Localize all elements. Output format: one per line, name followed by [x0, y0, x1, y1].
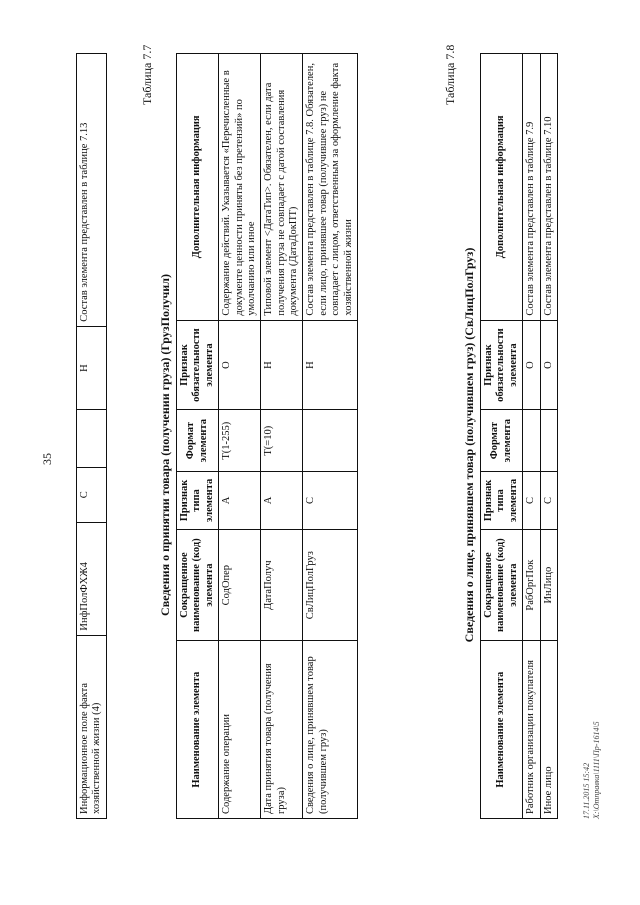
- table-header-row: [177, 54, 219, 819]
- table-heading-7-8: Сведения о лице, принявшем товар (получившем груз) (СвЛицПолГруз): [462, 247, 476, 643]
- table-header-row: [481, 54, 523, 819]
- table-cell-required: Н: [261, 320, 303, 410]
- table-caption-7-8: Таблица 7.8: [443, 44, 457, 105]
- footer-stamp: [582, 721, 601, 819]
- table-cell-code: ИнфПолФХЖ4: [77, 522, 107, 635]
- table-cell-format: Т(1-255): [219, 410, 261, 471]
- table-cell-name: Содержание операции: [219, 641, 261, 819]
- table-cell-type: А: [261, 471, 303, 529]
- column-header: Признак типа элемента: [481, 471, 523, 529]
- table-cell-info: Типовой элемент <ДатаТип>. Обязателен, если дата получения груза не совпадает с датой составления документа (ДатаДокПТ): [261, 54, 303, 321]
- table-cell-type: С: [523, 471, 540, 529]
- column-header: Признак обязательности элемента: [177, 320, 219, 410]
- table-cell-type: С: [303, 471, 358, 529]
- table-cell-name: Работник организации покупателя: [523, 641, 540, 819]
- table-cell-required: О: [523, 320, 540, 410]
- table-cell-name: Сведения о лице, принявшем товар (получившем груз): [303, 641, 358, 819]
- table-cell-format: [523, 410, 540, 471]
- table-cell-required: О: [540, 320, 557, 410]
- table-cell-type: С: [77, 467, 107, 522]
- table-cell-format: [303, 410, 358, 471]
- table-cell-type: А: [219, 471, 261, 529]
- table-cell-required: Н: [303, 320, 358, 410]
- table-row: [219, 54, 261, 819]
- table-cell-name: Иное лицо: [540, 641, 557, 819]
- footer-line: 17.11.2015 15:42: [582, 762, 591, 819]
- table-cell-info: Содержание действий. Указывается «Перечисленные в документе ценности приняты без претензий» по умолчанию или иное: [219, 54, 261, 321]
- table-heading-7-7: Сведения о принятии товара (получении груза) (ГрузПолучил): [158, 274, 172, 616]
- table-7-7: [176, 53, 358, 819]
- footer-line: X:\Отправка\1111\Пр-1614\5: [591, 721, 601, 819]
- table-row: [77, 54, 107, 819]
- table-cell-type: С: [540, 471, 557, 529]
- table-cell-info: Состав элемента представлен в таблице 7.8. Обязателен, если лицо, принявшее товар (получившее груз) не совпадает с лицом, ответственным за оформление факта хозяйственной жизни: [303, 54, 358, 321]
- page-number: 35: [40, 453, 54, 465]
- table-cell-code: СодОпер: [219, 529, 261, 640]
- table-row: [303, 54, 358, 819]
- column-header: Сокращенное наименование (код) элемента: [481, 529, 523, 640]
- column-header: Формат элемента: [177, 410, 219, 471]
- table-row: [540, 54, 557, 819]
- table-row: [261, 54, 303, 819]
- column-header: Дополнительная информация: [481, 54, 523, 321]
- table-cell-name: Информационное поле факта хозяйственной жизни (4): [77, 635, 107, 818]
- table-cell-format: Т(=10): [261, 410, 303, 471]
- top-table: [76, 53, 107, 819]
- table-row: [523, 54, 540, 819]
- table-cell-code: ИнЛицо: [540, 529, 557, 640]
- table-cell-info: Состав элемента представлен в таблице 7.13: [77, 54, 107, 327]
- table-cell-required: Н: [77, 326, 107, 410]
- table-cell-code: СвЛицПолГруз: [303, 529, 358, 640]
- table-cell-required: О: [219, 320, 261, 410]
- table-cell-format: [540, 410, 557, 471]
- table-cell-code: ДатаПолуч: [261, 529, 303, 640]
- column-header: Признак типа элемента: [177, 471, 219, 529]
- table-cell-name: Дата принятия товара (получения груза): [261, 641, 303, 819]
- column-header: Наименование элемента: [481, 641, 523, 819]
- column-header: Дополнительная информация: [177, 54, 219, 321]
- column-header: Сокращенное наименование (код) элемента: [177, 529, 219, 640]
- column-header: Формат элемента: [481, 410, 523, 471]
- table-cell-info: Состав элемента представлен в таблице 7.9: [523, 54, 540, 321]
- table-cell-code: РабОргПок: [523, 529, 540, 640]
- table-7-8: [480, 53, 558, 819]
- table-cell-format: [77, 410, 107, 468]
- column-header: Признак обязательности элемента: [481, 320, 523, 410]
- table-caption-7-7: Таблица 7.7: [140, 44, 154, 105]
- table-cell-info: Состав элемента представлен в таблице 7.10: [540, 54, 557, 321]
- column-header: Наименование элемента: [177, 641, 219, 819]
